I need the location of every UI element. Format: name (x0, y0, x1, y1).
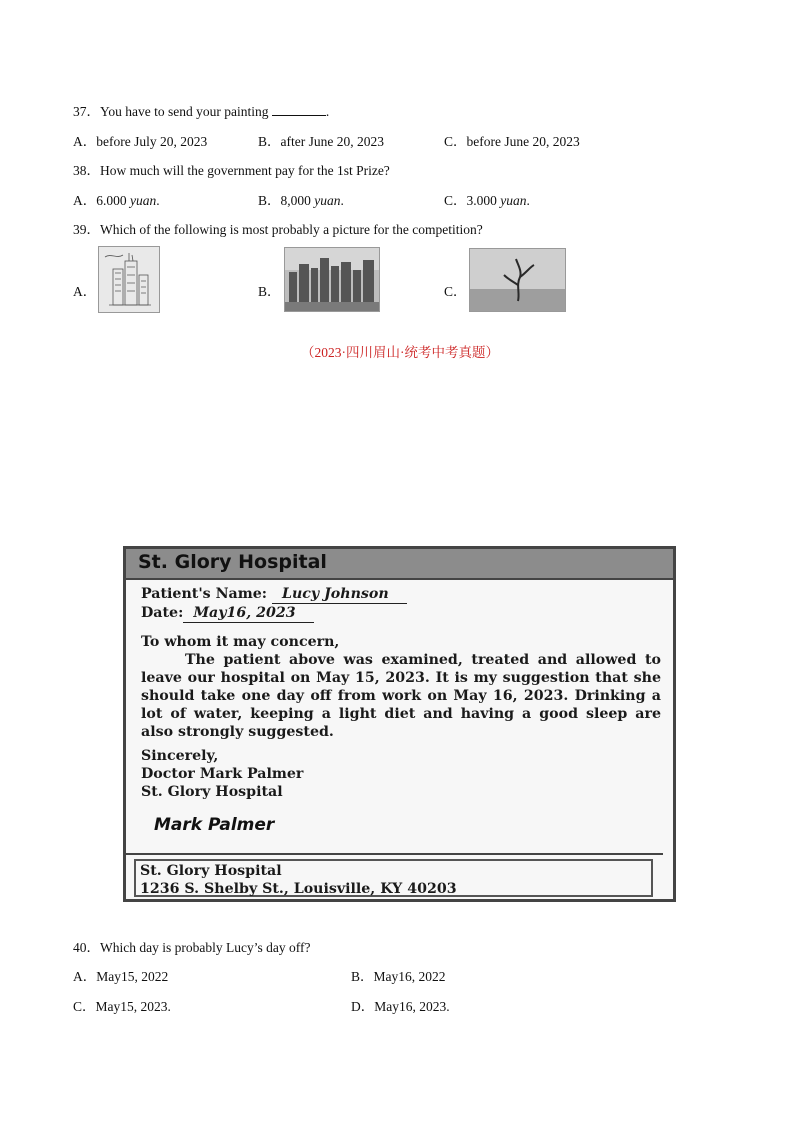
date-label: Date: (141, 605, 184, 621)
footer-hospital-name: St. Glory Hospital (140, 863, 282, 879)
greeting: To whom it may concern, (141, 634, 340, 650)
note-paragraph: The patient above was examined, treated and allowed to leave our hospital on May 15, 2023. It is my suggestion that she should take one day off from work on May 16, 2023. Drinking a lot of water, keeping a light diet and having a good sleep are also strongly suggested. (141, 652, 661, 740)
option-39-a-label: A． (73, 284, 97, 299)
option-39-c-label: C． (444, 284, 467, 299)
question-37-prompt: 37．You have to send your painting (73, 104, 269, 119)
option-40-a: A．May15, 2022 (73, 969, 169, 984)
option-38-a (73, 189, 160, 209)
option-37-b: B．after June 20, 2023 (258, 134, 384, 149)
tree-photo (469, 248, 566, 312)
option-38-c-value: C．3.000 (444, 193, 497, 208)
question-39-prompt: 39．Which of the following is most probably a picture for the competition? (73, 222, 483, 237)
hospital-name-heading: St. Glory Hospital (138, 551, 327, 573)
note-header (126, 549, 673, 580)
option-40-d: D．May16, 2023. (351, 999, 450, 1014)
note-footer (126, 853, 663, 897)
question-37 (73, 100, 329, 120)
option-37-a: A．before July 20, 2023 (73, 134, 208, 149)
doctor-signature: Mark Palmer (154, 815, 275, 835)
option-38-b-value: B．8,000 (258, 193, 311, 208)
date-row (141, 604, 661, 623)
unit-label: yuan (314, 193, 341, 208)
answer-blank (272, 103, 326, 116)
closing: Sincerely, (141, 748, 219, 764)
hospital-note (123, 546, 676, 902)
question-38-prompt: 38．How much will the government pay for the 1st Prize? (73, 163, 390, 178)
option-38-c (444, 189, 530, 209)
patient-name-value: Lucy Johnson (272, 585, 407, 604)
option-end: . (340, 193, 344, 208)
option-38-b (258, 189, 344, 209)
patient-name-row (141, 585, 661, 604)
option-39-b-label: B． (258, 284, 281, 299)
option-38-a-value: A．6.000 (73, 193, 127, 208)
source-citation: （2023·四川眉山·统考中考真题） (301, 345, 499, 360)
option-end: . (526, 193, 530, 208)
sketch-picture (98, 246, 160, 313)
question-40-prompt: 40．Which day is probably Lucy’s day off? (73, 940, 311, 955)
doctor-organization: St. Glory Hospital (141, 784, 283, 800)
question-37-end: . (325, 104, 330, 119)
unit-label: yuan (130, 193, 157, 208)
option-end: . (156, 193, 160, 208)
doctor-name: Doctor Mark Palmer (141, 766, 304, 782)
option-40-c: C．May15, 2023. (73, 999, 171, 1014)
note-body (141, 585, 661, 801)
unit-label: yuan (500, 193, 527, 208)
city-photo (284, 247, 380, 312)
footer-address: 1236 S. Shelby St., Louisville, KY 40203 (140, 881, 457, 897)
option-40-b: B．May16, 2022 (351, 969, 446, 984)
option-37-c: C．before June 20, 2023 (444, 134, 580, 149)
date-value: May16, 2023 (183, 604, 313, 623)
patient-name-label: Patient's Name: (141, 586, 268, 602)
